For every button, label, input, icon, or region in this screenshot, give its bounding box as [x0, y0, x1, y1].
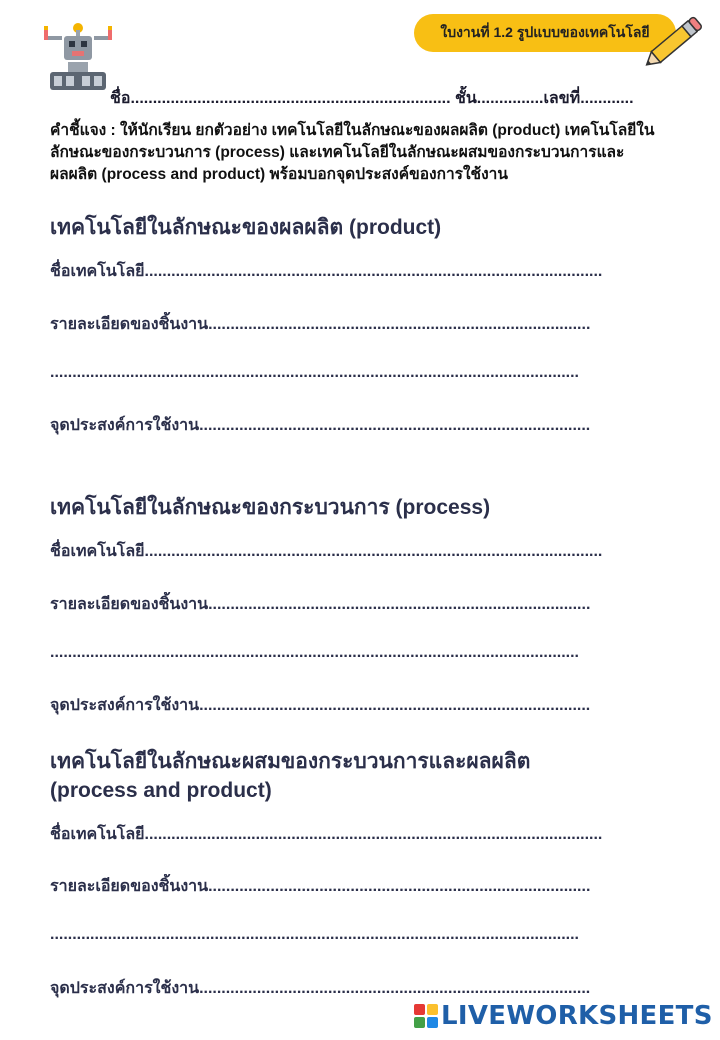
- section-mixed-title: เทคโนโลยีในลักษณะผสมของกระบวนการและผลผลิต: [50, 750, 531, 773]
- section-product-title: เทคโนโลยีในลักษณะของผลผลิต (product): [50, 216, 442, 239]
- product-name-field[interactable]: ชื่อเทคโนโลยี.......................................................................................................: [50, 263, 603, 280]
- section-mixed-title-line2: (process and product): [50, 779, 272, 802]
- worksheet-title-banner: [414, 14, 676, 52]
- process-detail-field[interactable]: รายละเอียดของชิ้นงาน......................................................................................: [50, 596, 591, 613]
- process-detail-blank-field[interactable]: .......................................................................................................................: [50, 644, 579, 661]
- product-detail-blank-field[interactable]: .......................................................................................................................: [50, 364, 579, 381]
- process-name-field[interactable]: ชื่อเทคโนโลยี.......................................................................................................: [50, 543, 603, 560]
- mixed-name-field[interactable]: ชื่อเทคโนโลยี.......................................................................................................: [50, 826, 603, 843]
- logo-grid-icon: [414, 1004, 438, 1028]
- product-detail-field[interactable]: รายละเอียดของชิ้นงาน......................................................................................: [50, 316, 591, 333]
- mixed-detail-blank-field[interactable]: .......................................................................................................................: [50, 926, 579, 943]
- process-purpose-field[interactable]: จุดประสงค์การใช้งาน........................................................................................: [50, 697, 591, 714]
- worksheet-title: ใบงานที่ 1.2 รูปแบบของเทคโนโลยี: [440, 24, 650, 40]
- mixed-detail-field[interactable]: รายละเอียดของชิ้นงาน......................................................................................: [50, 878, 591, 895]
- liveworksheets-logo[interactable]: [414, 1000, 713, 1032]
- product-purpose-field[interactable]: จุดประสงค์การใช้งาน........................................................................................: [50, 417, 591, 434]
- logo-text: LIVEWORKSHEETS: [441, 1001, 713, 1031]
- section-process-title: เทคโนโลยีในลักษณะของกระบวนการ (process): [50, 496, 491, 519]
- instructions-text: คำชี้แจง : ให้นักเรียน ยกตัวอย่าง เทคโนโลยีในลักษณะของผลผลิต (product) เทคโนโลยีในลักษณะของกระบวนการ (process) และเทคโนโลยีในลักษณะผสมของกระบวนการและผลผลิต (process and product) พร้อมบอกจุดประสงค์ของการใช้งาน: [50, 122, 655, 183]
- robot-illustration: [42, 22, 114, 94]
- student-info-row[interactable]: ชื่อ........................................................................ ชั้น...............เลขที่............: [110, 90, 634, 107]
- pencil-icon: [642, 8, 708, 74]
- mixed-purpose-field[interactable]: จุดประสงค์การใช้งาน........................................................................................: [50, 980, 591, 997]
